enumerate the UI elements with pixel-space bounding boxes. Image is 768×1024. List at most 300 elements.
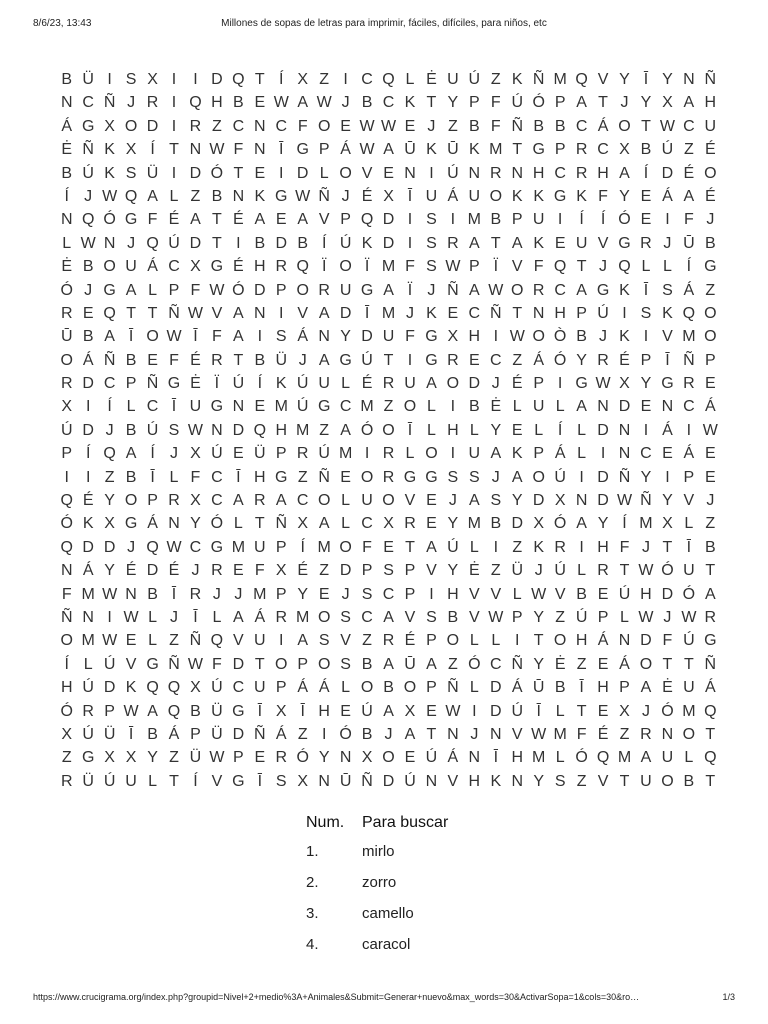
grid-letter: A bbox=[275, 492, 287, 510]
grid-letter: J bbox=[663, 234, 672, 252]
grid-letter: Q bbox=[60, 492, 73, 510]
grid-letter: A bbox=[383, 655, 394, 673]
grid-letter: Ú bbox=[60, 421, 73, 439]
grid-letter: Z bbox=[362, 632, 372, 650]
grid-letter: T bbox=[212, 211, 222, 229]
grid-letter: F bbox=[619, 538, 630, 556]
grid-letter: I bbox=[429, 585, 434, 603]
grid-letter: W bbox=[702, 421, 718, 439]
grid-letter: N bbox=[82, 608, 94, 626]
grid-letter: Ó bbox=[575, 749, 588, 767]
grid-letter: R bbox=[554, 538, 566, 556]
grid-letter: L bbox=[426, 398, 436, 416]
grid-letter: R bbox=[382, 468, 395, 486]
grid-letter: Á bbox=[554, 445, 566, 463]
grid-letter: O bbox=[296, 281, 309, 299]
grid-letter: U bbox=[125, 258, 137, 276]
grid-letter: U bbox=[704, 117, 717, 135]
grid-letter: R bbox=[640, 234, 652, 252]
grid-letter: V bbox=[211, 304, 223, 322]
grid-letter: A bbox=[383, 702, 394, 720]
grid-letter: C bbox=[339, 398, 352, 416]
grid-letter: D bbox=[189, 164, 202, 182]
grid-letter: K bbox=[104, 141, 115, 159]
grid-letter: B bbox=[61, 71, 73, 88]
grid-letter: H bbox=[211, 94, 223, 112]
grid-letter: W bbox=[316, 94, 332, 112]
grid-letter: D bbox=[597, 468, 609, 486]
grid-letter: A bbox=[683, 187, 695, 205]
grid-letter: L bbox=[555, 702, 565, 720]
grid-letter: S bbox=[340, 608, 351, 626]
grid-letter: Ī bbox=[150, 468, 155, 486]
grid-letter: E bbox=[704, 375, 716, 393]
grid-letter: A bbox=[640, 749, 652, 767]
grid-letter: L bbox=[491, 632, 501, 650]
grid-letter: E bbox=[383, 538, 394, 556]
grid-letter: O bbox=[446, 632, 460, 650]
grid-letter: Q bbox=[360, 211, 374, 229]
grid-letter: D bbox=[103, 679, 116, 697]
grid-letter: J bbox=[341, 94, 350, 112]
grid-letter: T bbox=[169, 141, 179, 159]
grid-letter: P bbox=[683, 468, 695, 486]
grid-letter: Ú bbox=[232, 375, 245, 393]
grid-letter: S bbox=[426, 234, 437, 252]
grid-letter: Ī bbox=[300, 702, 305, 720]
grid-letter: Ñ bbox=[640, 492, 652, 510]
grid-letter: L bbox=[469, 538, 479, 556]
grid-letter: F bbox=[233, 141, 244, 159]
grid-row bbox=[56, 723, 721, 746]
grid-letter: V bbox=[511, 258, 523, 276]
grid-letter: U bbox=[254, 632, 266, 650]
grid-letter: Á bbox=[447, 749, 459, 767]
grid-letter: C bbox=[683, 398, 695, 416]
grid-letter: N bbox=[254, 141, 266, 159]
grid-letter: W bbox=[102, 632, 118, 650]
grid-letter: P bbox=[104, 702, 115, 720]
grid-letter: N bbox=[232, 398, 245, 416]
grid-letter: Q bbox=[103, 445, 116, 463]
grid-letter: B bbox=[576, 328, 587, 346]
grid-letter: X bbox=[533, 515, 545, 533]
grid-letter: X bbox=[662, 515, 673, 533]
grid-letter: F bbox=[254, 562, 265, 580]
grid-letter: U bbox=[425, 187, 438, 205]
grid-letter: N bbox=[103, 234, 116, 252]
grid-letter: Í bbox=[579, 211, 584, 229]
grid-letter: C bbox=[82, 94, 94, 112]
grid-letter: N bbox=[532, 304, 545, 322]
grid-row bbox=[56, 255, 721, 278]
grid-letter: N bbox=[683, 71, 695, 88]
grid-letter: J bbox=[234, 585, 243, 603]
grid-letter: X bbox=[190, 492, 201, 510]
word-number: 1. bbox=[306, 843, 319, 860]
grid-letter: J bbox=[341, 187, 350, 205]
grid-letter: Í bbox=[557, 421, 563, 439]
grid-letter: Ī bbox=[579, 679, 584, 697]
grid-letter: E bbox=[597, 585, 609, 603]
grid-letter: R bbox=[146, 94, 159, 112]
grid-letter: D bbox=[82, 421, 94, 439]
grid-letter: Ú bbox=[575, 608, 588, 626]
grid-letter: C bbox=[361, 71, 373, 88]
grid-letter: P bbox=[168, 281, 180, 299]
grid-letter: V bbox=[233, 632, 244, 650]
grid-letter: C bbox=[382, 94, 395, 112]
grid-letter: M bbox=[467, 211, 481, 229]
grid-letter: B bbox=[447, 608, 459, 626]
grid-letter: N bbox=[468, 749, 481, 767]
grid-letter: K bbox=[619, 281, 630, 299]
word-number: 4. bbox=[306, 936, 319, 953]
grid-letter: P bbox=[275, 679, 287, 697]
grid-letter: A bbox=[233, 328, 244, 346]
grid-letter: P bbox=[426, 632, 437, 650]
grid-letter: O bbox=[317, 655, 331, 673]
grid-letter: E bbox=[662, 445, 673, 463]
grid-letter: A bbox=[640, 679, 652, 697]
grid-letter: T bbox=[233, 351, 244, 369]
grid-letter: U bbox=[189, 398, 202, 416]
grid-letter: O bbox=[60, 351, 73, 369]
grid-letter: A bbox=[297, 632, 309, 650]
grid-letter: G bbox=[167, 375, 181, 393]
grid-letter: H bbox=[254, 468, 266, 486]
grid-letter: X bbox=[619, 702, 630, 720]
grid-letter: Á bbox=[340, 141, 351, 159]
grid-letter: G bbox=[210, 398, 224, 416]
grid-letter: Ú bbox=[683, 632, 695, 650]
grid-letter: Ñ bbox=[532, 71, 545, 88]
grid-letter: I bbox=[364, 445, 370, 463]
grid-letter: N bbox=[168, 515, 180, 533]
grid-letter: V bbox=[683, 492, 695, 510]
grid-letter: K bbox=[125, 679, 137, 697]
grid-letter: U bbox=[447, 71, 459, 88]
grid-row bbox=[56, 606, 721, 629]
grid-letter: H bbox=[597, 679, 609, 697]
grid-letter: X bbox=[383, 187, 394, 205]
grid-letter: S bbox=[662, 281, 673, 299]
grid-letter: I bbox=[579, 468, 584, 486]
grid-letter: Ė bbox=[662, 679, 673, 697]
grid-letter: L bbox=[405, 445, 415, 463]
grid-letter: L bbox=[341, 375, 351, 393]
grid-letter: E bbox=[404, 749, 416, 767]
grid-letter: É bbox=[597, 725, 609, 743]
grid-letter: D bbox=[661, 585, 674, 603]
grid-letter: Á bbox=[533, 351, 545, 369]
grid-letter: G bbox=[704, 258, 717, 276]
grid-letter: B bbox=[125, 421, 137, 439]
grid-letter: W bbox=[531, 585, 547, 603]
grid-letter: I bbox=[557, 375, 563, 393]
grid-letter: Ó bbox=[360, 421, 374, 439]
grid-letter: J bbox=[470, 725, 479, 743]
grid-letter: D bbox=[254, 281, 266, 299]
grid-letter: A bbox=[383, 141, 394, 159]
grid-row bbox=[56, 700, 721, 723]
grid-letter: Z bbox=[683, 141, 694, 159]
grid-row bbox=[56, 442, 721, 465]
grid-letter: A bbox=[404, 725, 416, 743]
grid-letter: K bbox=[533, 234, 545, 252]
grid-letter: C bbox=[103, 375, 116, 393]
grid-letter: H bbox=[532, 164, 545, 182]
grid-letter: O bbox=[661, 772, 674, 790]
grid-letter: U bbox=[640, 772, 652, 790]
word-number: 2. bbox=[306, 874, 319, 891]
grid-letter: X bbox=[125, 141, 137, 159]
grid-letter: B bbox=[233, 94, 244, 112]
grid-letter: S bbox=[490, 492, 502, 510]
grid-letter: N bbox=[318, 772, 330, 790]
grid-letter: R bbox=[447, 351, 459, 369]
grid-letter: A bbox=[147, 702, 158, 720]
grid-letter: O bbox=[704, 164, 717, 182]
grid-letter: D bbox=[382, 234, 395, 252]
grid-letter: Í bbox=[150, 141, 155, 159]
grid-letter: G bbox=[339, 351, 352, 369]
grid-letter: V bbox=[340, 632, 351, 650]
grid-letter: J bbox=[491, 375, 500, 393]
grid-letter: Q bbox=[146, 538, 159, 556]
grid-letter: W bbox=[488, 281, 504, 299]
grid-letter: Z bbox=[576, 655, 587, 673]
grid-letter: G bbox=[81, 749, 95, 767]
grid-letter: K bbox=[619, 328, 630, 346]
grid-letter: T bbox=[512, 304, 523, 322]
grid-letter: A bbox=[318, 304, 330, 322]
grid-letter: W bbox=[102, 187, 118, 205]
grid-letter: K bbox=[254, 187, 266, 205]
grid-letter: U bbox=[318, 375, 330, 393]
grid-letter: B bbox=[211, 187, 223, 205]
grid-letter: T bbox=[383, 351, 394, 369]
grid-letter: Q bbox=[382, 71, 395, 88]
grid-letter: M bbox=[296, 608, 310, 626]
grid-letter: R bbox=[275, 749, 288, 767]
grid-letter: Z bbox=[555, 608, 566, 626]
grid-letter: Ó bbox=[60, 515, 73, 533]
grid-letter: J bbox=[663, 608, 672, 626]
grid-letter: J bbox=[620, 94, 629, 112]
grid-letter: A bbox=[490, 445, 502, 463]
grid-letter: V bbox=[597, 772, 609, 790]
grid-letter: O bbox=[339, 164, 352, 182]
grid-letter: G bbox=[425, 351, 438, 369]
grid-letter: R bbox=[60, 304, 73, 322]
grid-letter: Y bbox=[640, 375, 652, 393]
grid-letter: Ú bbox=[103, 655, 116, 673]
grid-letter: Á bbox=[82, 351, 94, 369]
grid-row bbox=[56, 676, 721, 699]
grid-letter: H bbox=[447, 421, 459, 439]
grid-letter: Q bbox=[60, 538, 73, 556]
grid-letter: Ü bbox=[275, 351, 288, 369]
grid-letter: T bbox=[683, 655, 694, 673]
grid-letter: I bbox=[236, 234, 241, 252]
grid-letter: S bbox=[447, 468, 459, 486]
grid-letter: W bbox=[659, 117, 675, 135]
grid-letter: J bbox=[427, 117, 436, 135]
grid-letter: Ū bbox=[683, 234, 695, 252]
grid-letter: J bbox=[641, 702, 650, 720]
grid-letter: J bbox=[169, 608, 178, 626]
grid-letter: L bbox=[169, 468, 179, 486]
grid-letter: N bbox=[254, 117, 266, 135]
grid-letter: A bbox=[383, 281, 394, 299]
grid-letter: Ė bbox=[190, 375, 201, 393]
grid-letter: I bbox=[622, 304, 627, 322]
grid-letter: B bbox=[254, 234, 266, 252]
grid-letter: H bbox=[60, 679, 73, 697]
grid-letter: R bbox=[575, 141, 588, 159]
grid-letter: D bbox=[146, 117, 159, 135]
grid-letter: A bbox=[469, 281, 480, 299]
grid-letter: I bbox=[600, 445, 606, 463]
word-list bbox=[306, 810, 448, 960]
grid-letter: P bbox=[190, 725, 201, 743]
grid-letter: T bbox=[147, 304, 158, 322]
grid-letter: X bbox=[275, 562, 287, 580]
grid-letter: L bbox=[319, 164, 329, 182]
grid-letter: X bbox=[61, 398, 73, 416]
grid-letter: I bbox=[665, 211, 670, 229]
grid-letter: Y bbox=[511, 492, 523, 510]
page-number: 1/3 bbox=[722, 992, 735, 1002]
grid-letter: G bbox=[103, 281, 116, 299]
grid-letter: Ī bbox=[171, 585, 177, 603]
grid-letter: Á bbox=[147, 258, 158, 276]
grid-letter: U bbox=[125, 772, 137, 790]
grid-letter: D bbox=[382, 211, 395, 229]
grid-letter: J bbox=[105, 421, 114, 439]
grid-letter: Í bbox=[193, 772, 198, 790]
grid-letter: O bbox=[382, 492, 395, 510]
grid-letter: L bbox=[469, 679, 479, 697]
grid-letter: Ó bbox=[232, 281, 245, 299]
grid-letter: Ú bbox=[597, 304, 609, 322]
grid-letter: L bbox=[684, 749, 694, 767]
grid-letter: F bbox=[147, 211, 158, 229]
grid-letter: B bbox=[469, 398, 480, 416]
grid-letter: D bbox=[640, 632, 652, 650]
grid-letter: Í bbox=[150, 445, 155, 463]
grid-letter: D bbox=[597, 421, 609, 439]
grid-letter: Z bbox=[319, 421, 330, 439]
grid-letter: O bbox=[403, 398, 417, 416]
grid-letter: Y bbox=[447, 94, 459, 112]
grid-letter: E bbox=[597, 655, 609, 673]
grid-letter: F bbox=[61, 585, 72, 603]
grid-letter: A bbox=[104, 328, 115, 346]
grid-letter: L bbox=[577, 421, 587, 439]
grid-letter: G bbox=[146, 655, 159, 673]
grid-letter: P bbox=[318, 141, 330, 159]
grid-letter: A bbox=[254, 211, 266, 229]
grid-letter: I bbox=[343, 71, 348, 88]
grid-letter: R bbox=[683, 375, 695, 393]
grid-letter: F bbox=[297, 117, 308, 135]
grid-letter: É bbox=[297, 562, 309, 580]
grid-letter: J bbox=[491, 468, 500, 486]
grid-letter: D bbox=[211, 71, 223, 88]
grid-letter: P bbox=[619, 679, 630, 697]
grid-letter: W bbox=[445, 258, 461, 276]
grid-letter: Á bbox=[318, 679, 330, 697]
grid-letter: Ī bbox=[128, 328, 134, 346]
grid-letter: Z bbox=[447, 655, 458, 673]
grid-letter: Ü bbox=[211, 702, 223, 720]
grid-letter: Ó bbox=[60, 281, 73, 299]
grid-letter: B bbox=[147, 585, 158, 603]
grid-letter: N bbox=[339, 749, 352, 767]
grid-letter: T bbox=[126, 304, 136, 322]
grid-letter: V bbox=[597, 71, 609, 88]
grid-letter: V bbox=[554, 585, 566, 603]
grid-letter: B bbox=[469, 117, 480, 135]
grid-letter: Ú bbox=[296, 375, 309, 393]
grid-letter: G bbox=[425, 468, 438, 486]
grid-letter: Y bbox=[490, 421, 502, 439]
grid-letter: M bbox=[682, 328, 696, 346]
grid-letter: Ñ bbox=[82, 141, 94, 159]
grid-letter: O bbox=[124, 492, 138, 510]
grid-letter: L bbox=[148, 608, 157, 626]
grid-letter: G bbox=[296, 141, 309, 159]
grid-letter: Í bbox=[622, 515, 627, 533]
grid-letter: P bbox=[340, 211, 351, 229]
grid-row bbox=[56, 185, 721, 208]
grid-letter: Y bbox=[619, 187, 630, 205]
grid-letter: Ó bbox=[339, 725, 352, 743]
grid-letter: I bbox=[450, 398, 456, 416]
grid-letter: L bbox=[62, 234, 72, 252]
grid-letter: Á bbox=[275, 725, 287, 743]
grid-letter: X bbox=[275, 702, 287, 720]
grid-letter: M bbox=[489, 141, 503, 159]
grid-letter: Z bbox=[297, 725, 308, 743]
grid-letter: W bbox=[638, 608, 654, 626]
grid-letter: Z bbox=[576, 772, 587, 790]
grid-letter: L bbox=[341, 492, 351, 510]
grid-letter: E bbox=[318, 585, 330, 603]
grid-letter: O bbox=[489, 187, 503, 205]
grid-letter: V bbox=[597, 234, 609, 252]
grid-letter: H bbox=[554, 304, 566, 322]
grid-letter: Ī bbox=[407, 187, 413, 205]
grid-letter: L bbox=[555, 749, 565, 767]
grid-letter: Ü bbox=[82, 772, 94, 790]
grid-letter: I bbox=[407, 351, 413, 369]
grid-letter: Z bbox=[319, 71, 330, 88]
grid-letter: B bbox=[640, 141, 652, 159]
grid-letter: O bbox=[146, 328, 159, 346]
grid-letter: É bbox=[190, 351, 201, 369]
grid-letter: X bbox=[104, 515, 115, 533]
grid-letter: J bbox=[127, 94, 136, 112]
grid-letter: Ú bbox=[511, 94, 524, 112]
grid-letter: B bbox=[125, 351, 137, 369]
grid-letter: Ė bbox=[426, 71, 437, 88]
grid-letter: F bbox=[362, 538, 372, 556]
grid-letter: Ú bbox=[211, 445, 223, 463]
grid-letter: Ė bbox=[61, 141, 73, 159]
